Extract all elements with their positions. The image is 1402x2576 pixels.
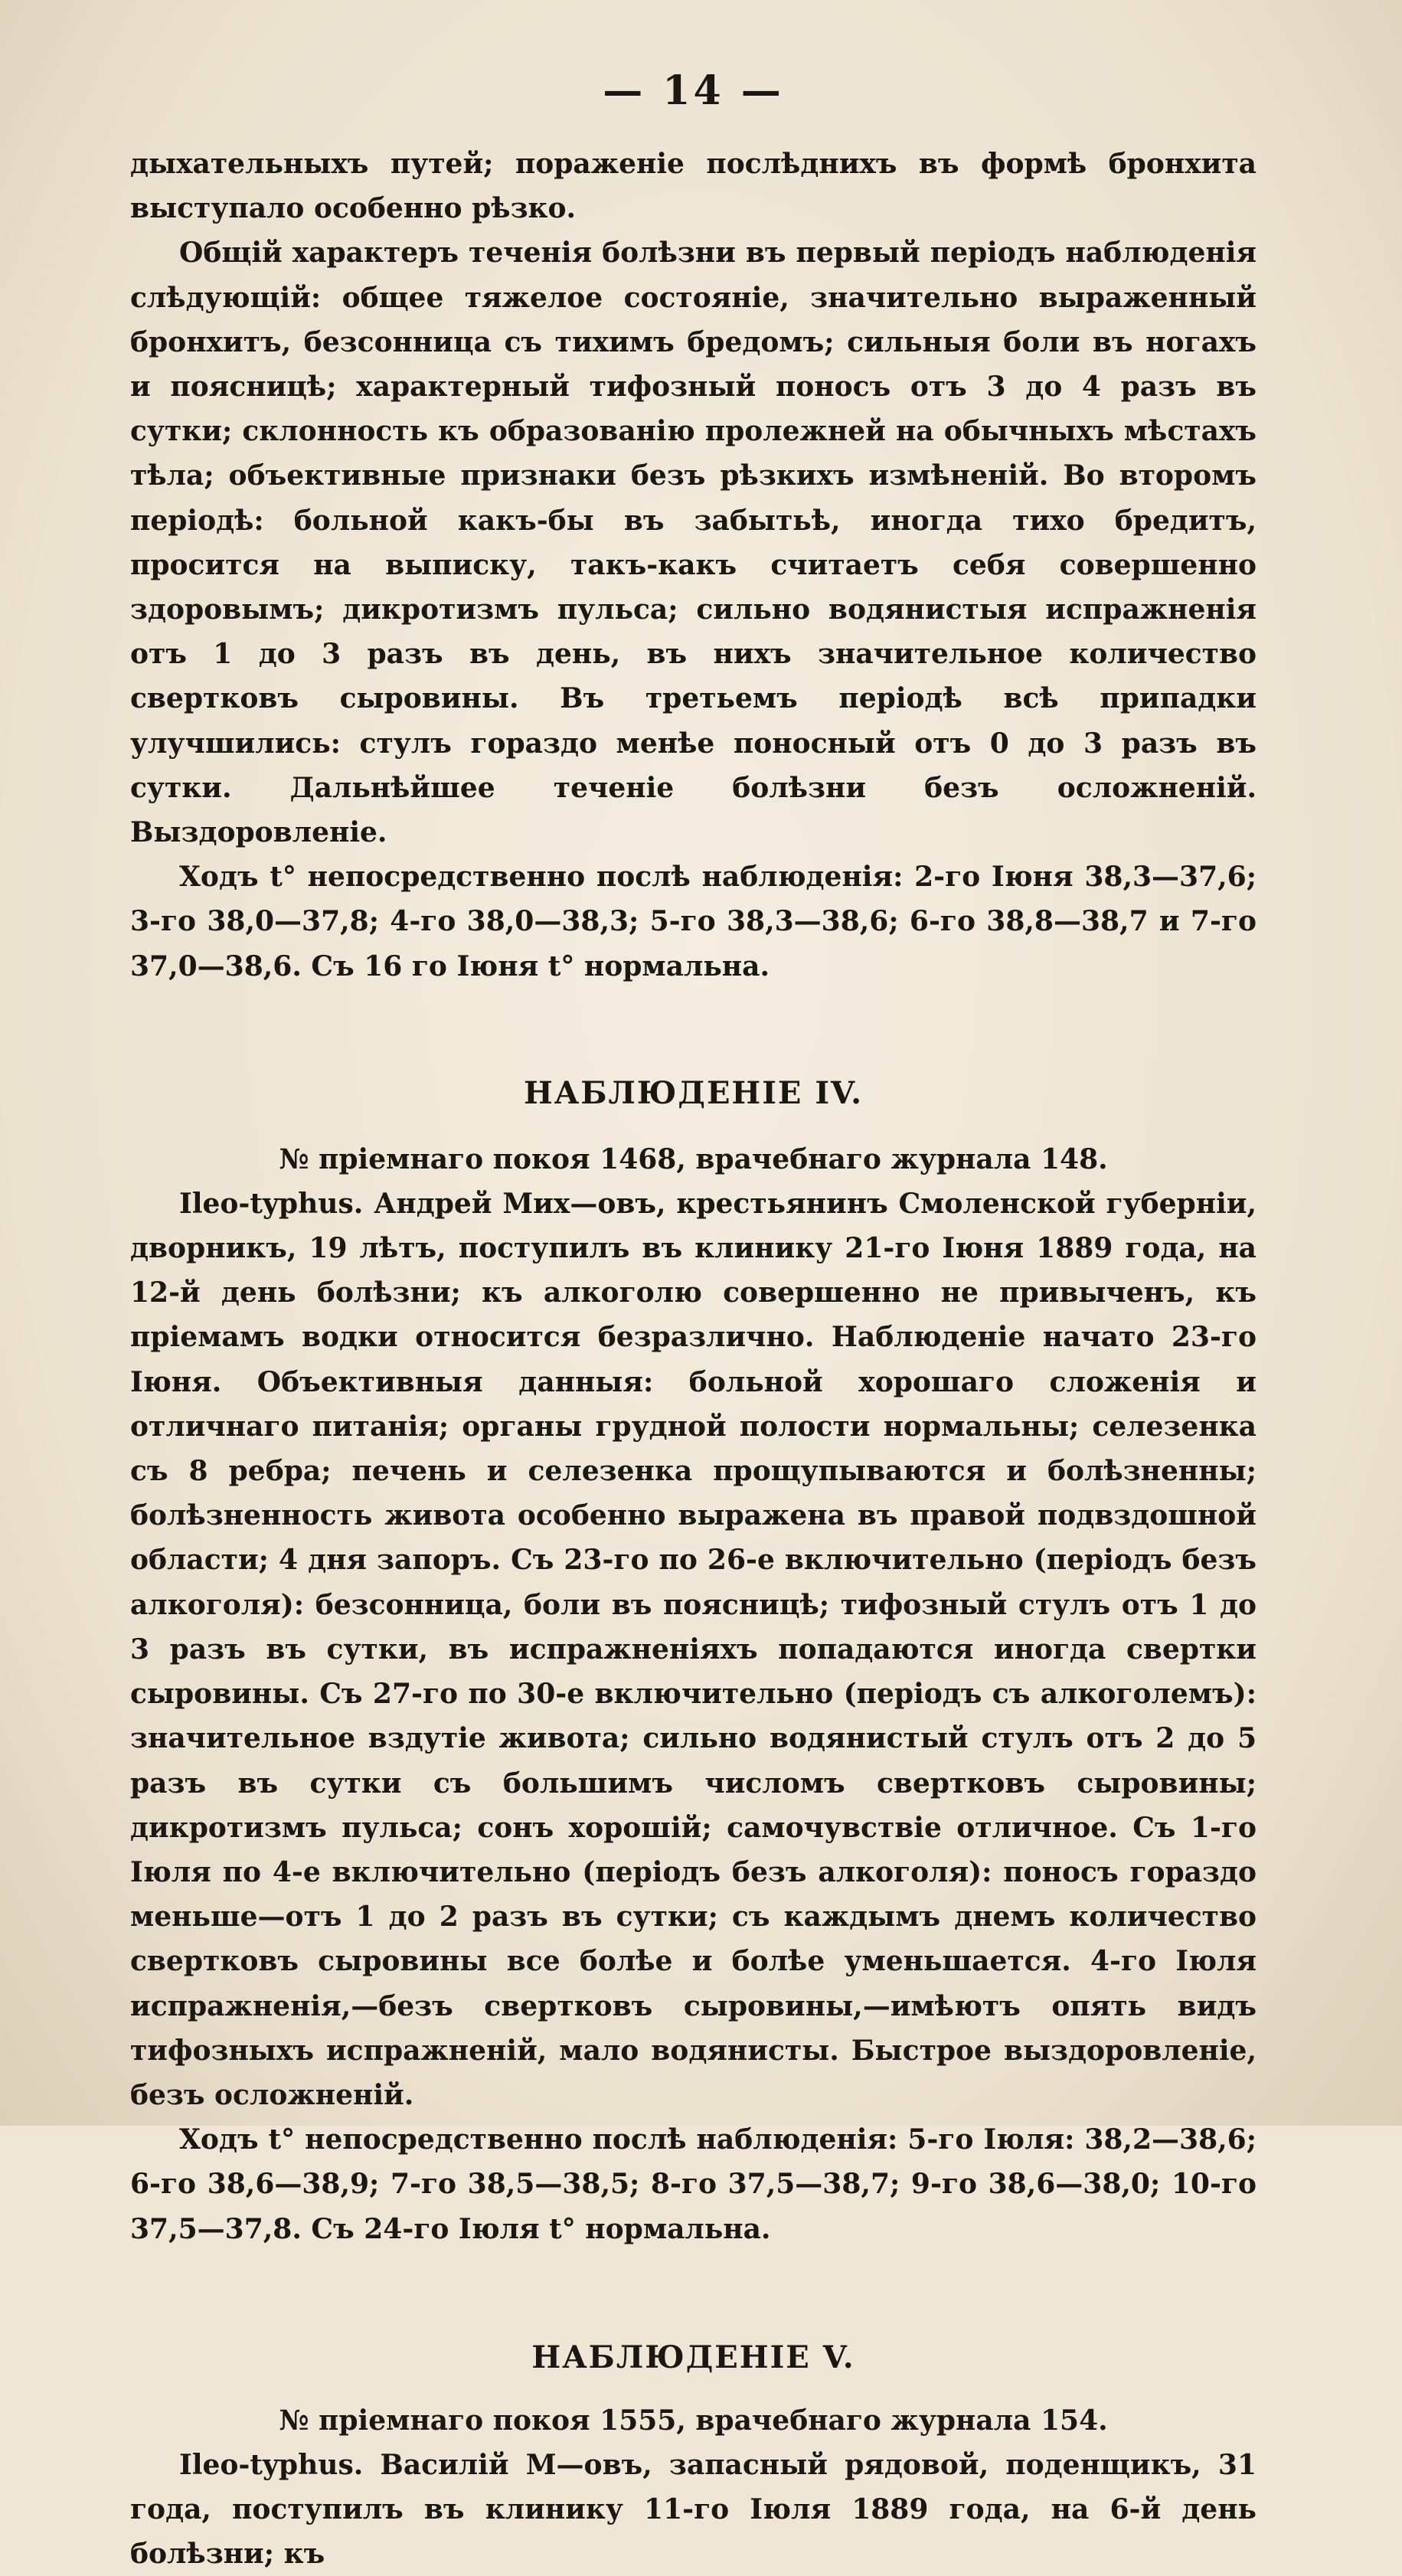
observation-5-case-text: Ileo-typhus. Василій М—овъ, запасный рядовой, поденщикъ, 31 года, поступилъ въ клинику 11-го Іюля 1889 года, на 6-й день болѣзни; къ xyxy=(130,2448,1257,2571)
paragraph-course-description: Общій характеръ теченія болѣзни въ первый періодъ наблюденія слѣдующій: общее тяжелое состояніе, значительно выраженный бронхитъ, безсонница съ тихимъ бредомъ; сильныя боли въ ногахъ и поясницѣ; характерный тифозный поносъ отъ 3 до 4 разъ въ сутки; склонность къ образованію пролежней на обычныхъ мѣстахъ тѣла; объективные признаки безъ рѣзкихъ измѣненій. Во второмъ періодѣ: больной какъ-бы въ забытьѣ, иногда тихо бредитъ, просится на выписку, такъ-какъ считаетъ себя совершенно здоровымъ; дикротизмъ пульса; сильно водянистыя испражненія отъ 1 до 3 разъ въ день, въ нихъ значительное количество свертковъ сыровины. Въ третьемъ періодѣ всѣ припадки улучшились: стулъ гораздо менѣе поносный отъ 0 до 3 разъ въ сутки. Дальнѣйшее теченіе болѣзни безъ осложненій. Выздоровленіе. xyxy=(130,237,1257,849)
observation-4-case-text: Ileo-typhus. Андрей Мих—овъ, крестьянинъ Смоленской губерніи, дворникъ, 19 лѣтъ, поступилъ въ клинику 21-го Іюня 1889 года, на 12-й день болѣзни; къ алкоголю совершенно не привыченъ, къ пріемамъ водки относится безразлично. Наблюденіе начато 23-го Іюня. Объективныя данныя: больной хорошаго сложенія и отличнаго питанія; органы грудной полости нормальны; селезенка съ 8 ребра; печень и селезенка прощупываются и болѣзненны; болѣзненность живота особенно выражена въ правой подвздошной области; 4 дня запоръ. Съ 23-го по 26-е включительно (періодъ безъ алкоголя): безсонница, боли въ поясницѣ; тифозный стулъ отъ 1 до 3 разъ въ сутки, въ испражненіяхъ попадаются иногда свертки сыровины. Съ 27-го по 30-е включительно (періодъ съ алкоголемъ): значительное вздутіе живота; сильно водянистый стулъ отъ 2 до 5 разъ въ сутки съ большимъ числомъ свертковъ сыровины; дикротизмъ пульса; сонъ хорошій; самочувствіе отличное. Съ 1-го Іюля по 4-е включительно (періодъ безъ алкоголя): поносъ гораздо меньше—отъ 1 до 2 разъ въ сутки; съ каждымъ днемъ количество свертковъ сыровины все болѣе и болѣе уменьшается. 4-го Іюля испражненія,—безъ свертковъ сыровины,—имѣютъ опять видъ тифозныхъ испражненій, мало водянисты. Быстрое выздоровленіе, безъ осложненій. xyxy=(130,1187,1257,2111)
observation-5-record-numbers: № пріемнаго покоя 1555, врачебнаго журнала 154. xyxy=(279,2404,1108,2437)
page-number: — 14 — xyxy=(603,67,784,114)
paragraph-continuation: дыхательныхъ путей; пораженіе послѣднихъ въ формѣ бронхита выступало особенно рѣзко. xyxy=(130,148,1257,225)
observation-4-temperature: Ходъ t° непосредственно послѣ наблюденія: 5-го Іюля: 38,2—38,6; 6-го 38,6—38,9; 7-го 38,5—38,5; 8-го 37,5—38,7; 9-го 38,6—38,0; 10-го 37,5—37,8. Съ 24-го Іюля t° нормальна. xyxy=(130,2123,1257,2245)
observation-4-record-numbers: № пріемнаго покоя 1468, врачебнаго журнала 148. xyxy=(279,1143,1108,1175)
paragraph-temperature-course: Ходъ t° непосредственно послѣ наблюденія: 2-го Іюня 38,3—37,6; 3-го 38,0—37,8; 4-го 38,0—38,3; 5-го 38,3—38,6; 6-го 38,8—38,7 и 7-го 37,0—38,6. Съ 16 го Іюня t° нормальна. xyxy=(130,861,1257,982)
observation-5-heading: НАБЛЮДЕНІЕ V. xyxy=(531,2339,855,2375)
observation-4-heading: НАБЛЮДЕНІЕ IV. xyxy=(523,1074,864,1111)
